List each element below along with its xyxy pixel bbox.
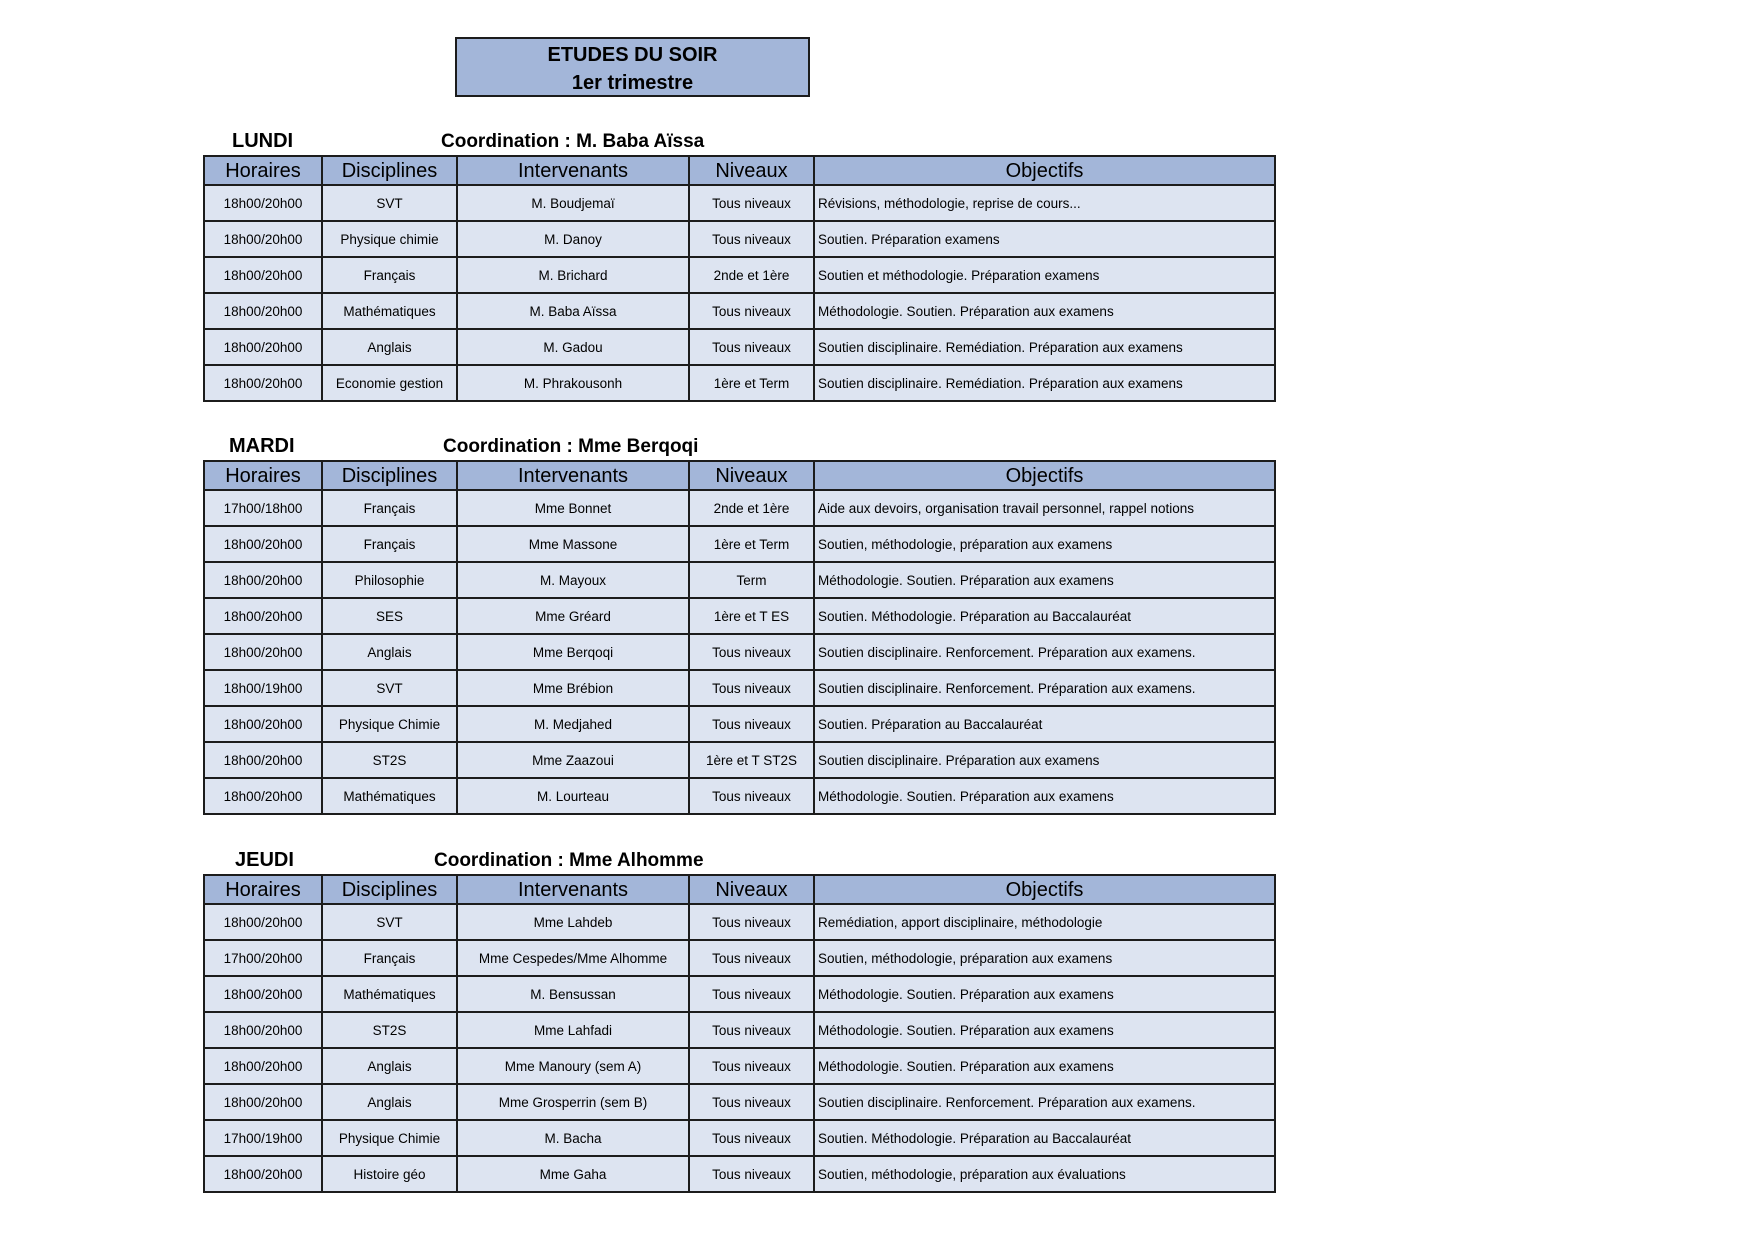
table-row xyxy=(204,1048,1275,1084)
cell-objectifs: Soutien, méthodologie, préparation aux évaluations xyxy=(814,1156,1275,1192)
cell-niveaux: Tous niveaux xyxy=(689,1156,814,1192)
cell-intervenants: M. Baba Aïssa xyxy=(457,293,689,329)
column-header-disciplines: Disciplines xyxy=(322,461,457,490)
schedule-table-jeudi xyxy=(203,874,1276,1193)
cell-objectifs: Méthodologie. Soutien. Préparation aux examens xyxy=(814,976,1275,1012)
cell-disciplines: Anglais xyxy=(322,1084,457,1120)
cell-disciplines: Economie gestion xyxy=(322,365,457,401)
cell-horaires: 18h00/20h00 xyxy=(204,1156,322,1192)
column-header-intervenants: Intervenants xyxy=(457,156,689,185)
table-row xyxy=(204,940,1275,976)
table-header-row xyxy=(204,875,1275,904)
cell-horaires: 17h00/20h00 xyxy=(204,940,322,976)
cell-disciplines: SVT xyxy=(322,670,457,706)
cell-intervenants: M. Gadou xyxy=(457,329,689,365)
cell-disciplines: SES xyxy=(322,598,457,634)
cell-niveaux: Tous niveaux xyxy=(689,293,814,329)
cell-horaires: 18h00/20h00 xyxy=(204,634,322,670)
cell-disciplines: Français xyxy=(322,526,457,562)
table-row xyxy=(204,778,1275,814)
cell-disciplines: Physique Chimie xyxy=(322,706,457,742)
cell-intervenants: Mme Zaazoui xyxy=(457,742,689,778)
cell-disciplines: Physique chimie xyxy=(322,221,457,257)
cell-niveaux: Tous niveaux xyxy=(689,904,814,940)
cell-intervenants: Mme Cespedes/Mme Alhomme xyxy=(457,940,689,976)
cell-horaires: 18h00/20h00 xyxy=(204,1012,322,1048)
cell-disciplines: Physique Chimie xyxy=(322,1120,457,1156)
cell-intervenants: M. Bensussan xyxy=(457,976,689,1012)
cell-objectifs: Remédiation, apport disciplinaire, méthodologie xyxy=(814,904,1275,940)
cell-disciplines: Anglais xyxy=(322,1048,457,1084)
table-row xyxy=(204,365,1275,401)
cell-disciplines: Français xyxy=(322,940,457,976)
cell-horaires: 18h00/20h00 xyxy=(204,778,322,814)
cell-niveaux: Tous niveaux xyxy=(689,1084,814,1120)
cell-intervenants: M. Mayoux xyxy=(457,562,689,598)
cell-niveaux: Tous niveaux xyxy=(689,1120,814,1156)
coordination-mardi: Coordination : Mme Berqoqi xyxy=(443,436,699,457)
cell-objectifs: Méthodologie. Soutien. Préparation aux examens xyxy=(814,1048,1275,1084)
cell-intervenants: M. Medjahed xyxy=(457,706,689,742)
cell-disciplines: Mathématiques xyxy=(322,778,457,814)
cell-objectifs: Soutien. Préparation examens xyxy=(814,221,1275,257)
cell-horaires: 18h00/20h00 xyxy=(204,293,322,329)
cell-objectifs: Soutien disciplinaire. Remédiation. Préparation aux examens xyxy=(814,329,1275,365)
cell-objectifs: Méthodologie. Soutien. Préparation aux examens xyxy=(814,562,1275,598)
column-header-horaires: Horaires xyxy=(204,875,322,904)
cell-horaires: 18h00/20h00 xyxy=(204,598,322,634)
cell-horaires: 18h00/20h00 xyxy=(204,365,322,401)
cell-niveaux: Tous niveaux xyxy=(689,976,814,1012)
table-row xyxy=(204,1156,1275,1192)
cell-intervenants: M. Brichard xyxy=(457,257,689,293)
cell-objectifs: Soutien, méthodologie, préparation aux examens xyxy=(814,940,1275,976)
coordination-jeudi: Coordination : Mme Alhomme xyxy=(434,850,704,871)
cell-disciplines: Français xyxy=(322,490,457,526)
day-label-lundi: LUNDI xyxy=(232,130,294,152)
document-title: ETUDES DU SOIR xyxy=(547,44,718,66)
cell-niveaux: Tous niveaux xyxy=(689,1048,814,1084)
table-row xyxy=(204,221,1275,257)
table-row xyxy=(204,329,1275,365)
cell-horaires: 18h00/20h00 xyxy=(204,976,322,1012)
cell-objectifs: Soutien, méthodologie, préparation aux examens xyxy=(814,526,1275,562)
column-header-niveaux: Niveaux xyxy=(689,156,814,185)
coordination-lundi: Coordination : M. Baba Aïssa xyxy=(441,131,705,152)
cell-niveaux: Tous niveaux xyxy=(689,329,814,365)
cell-intervenants: Mme Lahfadi xyxy=(457,1012,689,1048)
cell-intervenants: M. Danoy xyxy=(457,221,689,257)
cell-intervenants: Mme Gréard xyxy=(457,598,689,634)
table-row xyxy=(204,904,1275,940)
cell-niveaux: 2nde et 1ère xyxy=(689,257,814,293)
cell-niveaux: Term xyxy=(689,562,814,598)
table-row xyxy=(204,706,1275,742)
cell-intervenants: M. Phrakousonh xyxy=(457,365,689,401)
table-row xyxy=(204,670,1275,706)
cell-objectifs: Soutien disciplinaire. Renforcement. Préparation aux examens. xyxy=(814,1084,1275,1120)
cell-disciplines: Philosophie xyxy=(322,562,457,598)
cell-niveaux: Tous niveaux xyxy=(689,778,814,814)
cell-niveaux: Tous niveaux xyxy=(689,670,814,706)
cell-disciplines: SVT xyxy=(322,185,457,221)
column-header-objectifs: Objectifs xyxy=(814,156,1275,185)
table-row xyxy=(204,634,1275,670)
cell-objectifs: Soutien disciplinaire. Renforcement. Préparation aux examens. xyxy=(814,670,1275,706)
cell-disciplines: Histoire géo xyxy=(322,1156,457,1192)
cell-objectifs: Soutien. Méthodologie. Préparation au Baccalauréat xyxy=(814,1120,1275,1156)
cell-intervenants: Mme Berqoqi xyxy=(457,634,689,670)
cell-horaires: 17h00/19h00 xyxy=(204,1120,322,1156)
table-header-row xyxy=(204,156,1275,185)
cell-niveaux: 1ère et Term xyxy=(689,365,814,401)
cell-horaires: 18h00/20h00 xyxy=(204,329,322,365)
cell-horaires: 18h00/20h00 xyxy=(204,526,322,562)
column-header-disciplines: Disciplines xyxy=(322,875,457,904)
cell-intervenants: Mme Manoury (sem A) xyxy=(457,1048,689,1084)
cell-intervenants: Mme Grosperrin (sem B) xyxy=(457,1084,689,1120)
cell-objectifs: Méthodologie. Soutien. Préparation aux examens xyxy=(814,1012,1275,1048)
cell-objectifs: Aide aux devoirs, organisation travail personnel, rappel notions xyxy=(814,490,1275,526)
cell-horaires: 18h00/20h00 xyxy=(204,706,322,742)
document-title-box xyxy=(455,37,810,97)
cell-intervenants: M. Lourteau xyxy=(457,778,689,814)
cell-intervenants: Mme Bonnet xyxy=(457,490,689,526)
day-label-jeudi: JEUDI xyxy=(235,849,294,871)
table-row xyxy=(204,1012,1275,1048)
cell-intervenants: Mme Lahdeb xyxy=(457,904,689,940)
document-subtitle: 1er trimestre xyxy=(571,72,694,94)
cell-horaires: 18h00/20h00 xyxy=(204,562,322,598)
cell-objectifs: Méthodologie. Soutien. Préparation aux examens xyxy=(814,293,1275,329)
cell-niveaux: Tous niveaux xyxy=(689,185,814,221)
cell-niveaux: Tous niveaux xyxy=(689,706,814,742)
table-row xyxy=(204,293,1275,329)
cell-objectifs: Méthodologie. Soutien. Préparation aux examens xyxy=(814,778,1275,814)
table-row xyxy=(204,562,1275,598)
column-header-niveaux: Niveaux xyxy=(689,875,814,904)
cell-niveaux: Tous niveaux xyxy=(689,221,814,257)
cell-horaires: 18h00/19h00 xyxy=(204,670,322,706)
cell-objectifs: Soutien et méthodologie. Préparation examens xyxy=(814,257,1275,293)
column-header-intervenants: Intervenants xyxy=(457,875,689,904)
column-header-disciplines: Disciplines xyxy=(322,156,457,185)
column-header-objectifs: Objectifs xyxy=(814,461,1275,490)
column-header-horaires: Horaires xyxy=(204,461,322,490)
cell-horaires: 18h00/20h00 xyxy=(204,257,322,293)
cell-intervenants: M. Boudjemaï xyxy=(457,185,689,221)
cell-objectifs: Soutien disciplinaire. Renforcement. Préparation aux examens. xyxy=(814,634,1275,670)
cell-horaires: 18h00/20h00 xyxy=(204,221,322,257)
cell-niveaux: 1ère et T ES xyxy=(689,598,814,634)
cell-niveaux: 1ère et Term xyxy=(689,526,814,562)
cell-disciplines: Mathématiques xyxy=(322,293,457,329)
table-row xyxy=(204,185,1275,221)
cell-intervenants: Mme Massone xyxy=(457,526,689,562)
table-row xyxy=(204,257,1275,293)
cell-disciplines: Anglais xyxy=(322,329,457,365)
cell-disciplines: Mathématiques xyxy=(322,976,457,1012)
column-header-objectifs: Objectifs xyxy=(814,875,1275,904)
table-row xyxy=(204,1084,1275,1120)
cell-disciplines: SVT xyxy=(322,904,457,940)
cell-disciplines: ST2S xyxy=(322,742,457,778)
cell-objectifs: Révisions, méthodologie, reprise de cours... xyxy=(814,185,1275,221)
schedule-table-lundi xyxy=(203,155,1276,402)
cell-horaires: 18h00/20h00 xyxy=(204,904,322,940)
cell-objectifs: Soutien. Méthodologie. Préparation au Baccalauréat xyxy=(814,598,1275,634)
table-row xyxy=(204,598,1275,634)
table-row xyxy=(204,490,1275,526)
table-row xyxy=(204,1120,1275,1156)
cell-horaires: 18h00/20h00 xyxy=(204,1084,322,1120)
cell-niveaux: 2nde et 1ère xyxy=(689,490,814,526)
cell-objectifs: Soutien disciplinaire. Remédiation. Préparation aux examens xyxy=(814,365,1275,401)
cell-intervenants: M. Bacha xyxy=(457,1120,689,1156)
cell-disciplines: Français xyxy=(322,257,457,293)
schedule-table-mardi xyxy=(203,460,1276,815)
cell-intervenants: Mme Brébion xyxy=(457,670,689,706)
cell-niveaux: Tous niveaux xyxy=(689,940,814,976)
cell-niveaux: 1ère et T ST2S xyxy=(689,742,814,778)
cell-horaires: 18h00/20h00 xyxy=(204,742,322,778)
cell-intervenants: Mme Gaha xyxy=(457,1156,689,1192)
table-row xyxy=(204,526,1275,562)
cell-niveaux: Tous niveaux xyxy=(689,634,814,670)
column-header-niveaux: Niveaux xyxy=(689,461,814,490)
table-row xyxy=(204,976,1275,1012)
cell-objectifs: Soutien disciplinaire. Préparation aux examens xyxy=(814,742,1275,778)
cell-horaires: 17h00/18h00 xyxy=(204,490,322,526)
cell-disciplines: ST2S xyxy=(322,1012,457,1048)
day-label-mardi: MARDI xyxy=(229,435,295,457)
cell-disciplines: Anglais xyxy=(322,634,457,670)
table-header-row xyxy=(204,461,1275,490)
table-row xyxy=(204,742,1275,778)
cell-niveaux: Tous niveaux xyxy=(689,1012,814,1048)
cell-horaires: 18h00/20h00 xyxy=(204,185,322,221)
column-header-horaires: Horaires xyxy=(204,156,322,185)
cell-horaires: 18h00/20h00 xyxy=(204,1048,322,1084)
column-header-intervenants: Intervenants xyxy=(457,461,689,490)
cell-objectifs: Soutien. Préparation au Baccalauréat xyxy=(814,706,1275,742)
